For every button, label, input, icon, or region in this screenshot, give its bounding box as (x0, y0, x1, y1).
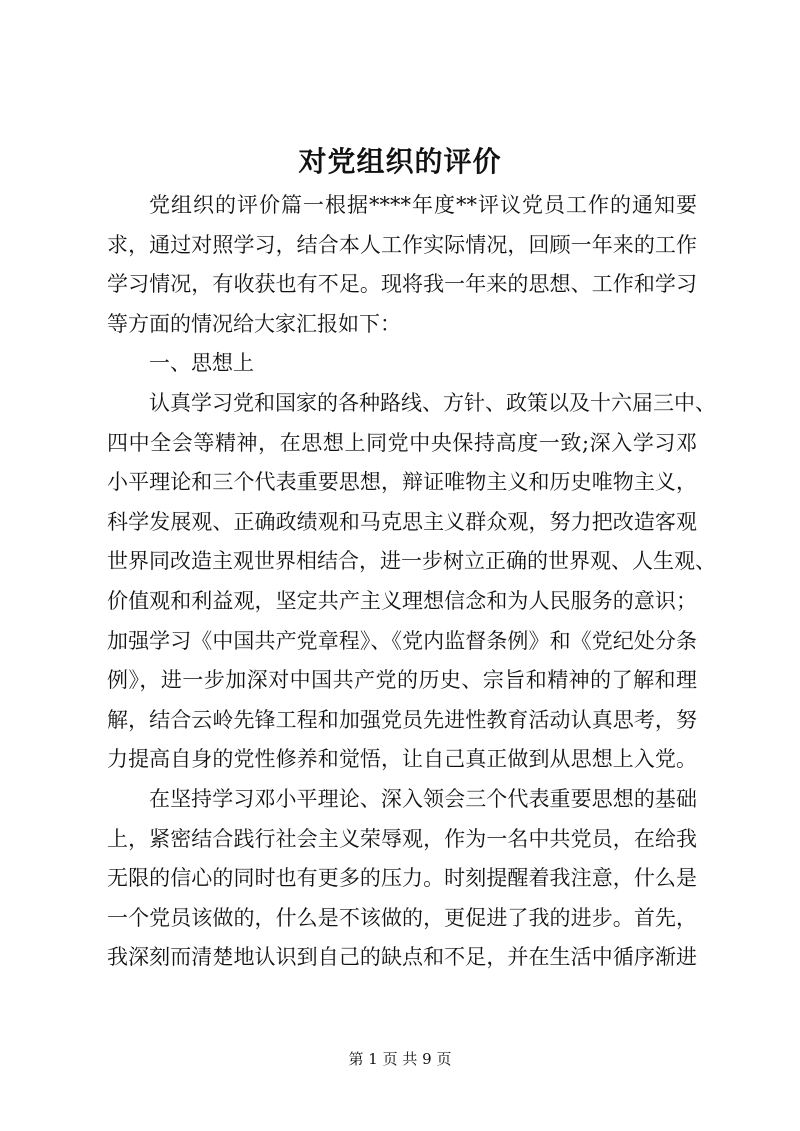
paragraph-line: 价值观和利益观，坚定共产主义理想信念和为人民服务的意识； (107, 588, 697, 613)
paragraph-line: 力提高自身的党性修养和觉悟，让自己真正做到从思想上入党。 (107, 747, 697, 772)
document-title: 对党组织的评价 (298, 145, 502, 178)
paragraph-line: 加强学习《中国共产党章程》、《党内监督条例》和《党纪处分条 (107, 628, 697, 653)
paragraph-line: 世界同改造主观世界相结合，进一步树立正确的世界观、人生观、 (107, 549, 716, 574)
paragraph-line: 四中全会等精神，在思想上同党中央保持高度一致;深入学习邓 (107, 430, 697, 455)
paragraph-line: 科学发展观、正确政绩观和马克思主义群众观，努力把改造客观 (107, 509, 697, 534)
paragraph-line: 求，通过对照学习，结合本人工作实际情况，回顾一年来的工作 (107, 232, 697, 257)
page-number-footer: 第 1 页 共 9 页 (348, 1050, 452, 1068)
paragraph-line: 等方面的情况给大家汇报如下： (107, 311, 401, 336)
paragraph-line: 解，结合云岭先锋工程和加强党员先进性教育活动认真思考，努 (107, 707, 697, 732)
paragraph-line: 在坚持学习邓小平理论、深入领会三个代表重要思想的基础 (149, 786, 697, 811)
paragraph-line: 一个党员该做的，什么是不该做的，更促进了我的进步。首先， (107, 905, 697, 930)
document-body (107, 186, 716, 978)
paragraph-line: 上，紧密结合践行社会主义荣辱观，作为一名中共党员，在给我 (107, 826, 697, 851)
paragraph-line: 小平理论和三个代表重要思想，辩证唯物主义和历史唯物主义， (107, 470, 697, 495)
paragraph-line: 无限的信心的同时也有更多的压力。时刻提醒着我注意，什么是 (107, 866, 697, 891)
paragraph-line: 学习情况，有收获也有不足。现将我一年来的思想、工作和学习 (107, 272, 697, 297)
paragraph-line: 党组织的评价篇一根据****年度**评议党员工作的通知要 (149, 193, 697, 217)
section-heading: 一、思想上 (149, 351, 254, 376)
paragraph-line: 我深刻而清楚地认识到自己的缺点和不足，并在生活中循序渐进 (107, 945, 697, 970)
paragraph-line: 例》，进一步加深对中国共产党的历史、宗旨和精神的了解和理 (107, 668, 697, 693)
paragraph-line: 认真学习党和国家的各种路线、方针、政策以及十六届三中、 (149, 390, 716, 415)
